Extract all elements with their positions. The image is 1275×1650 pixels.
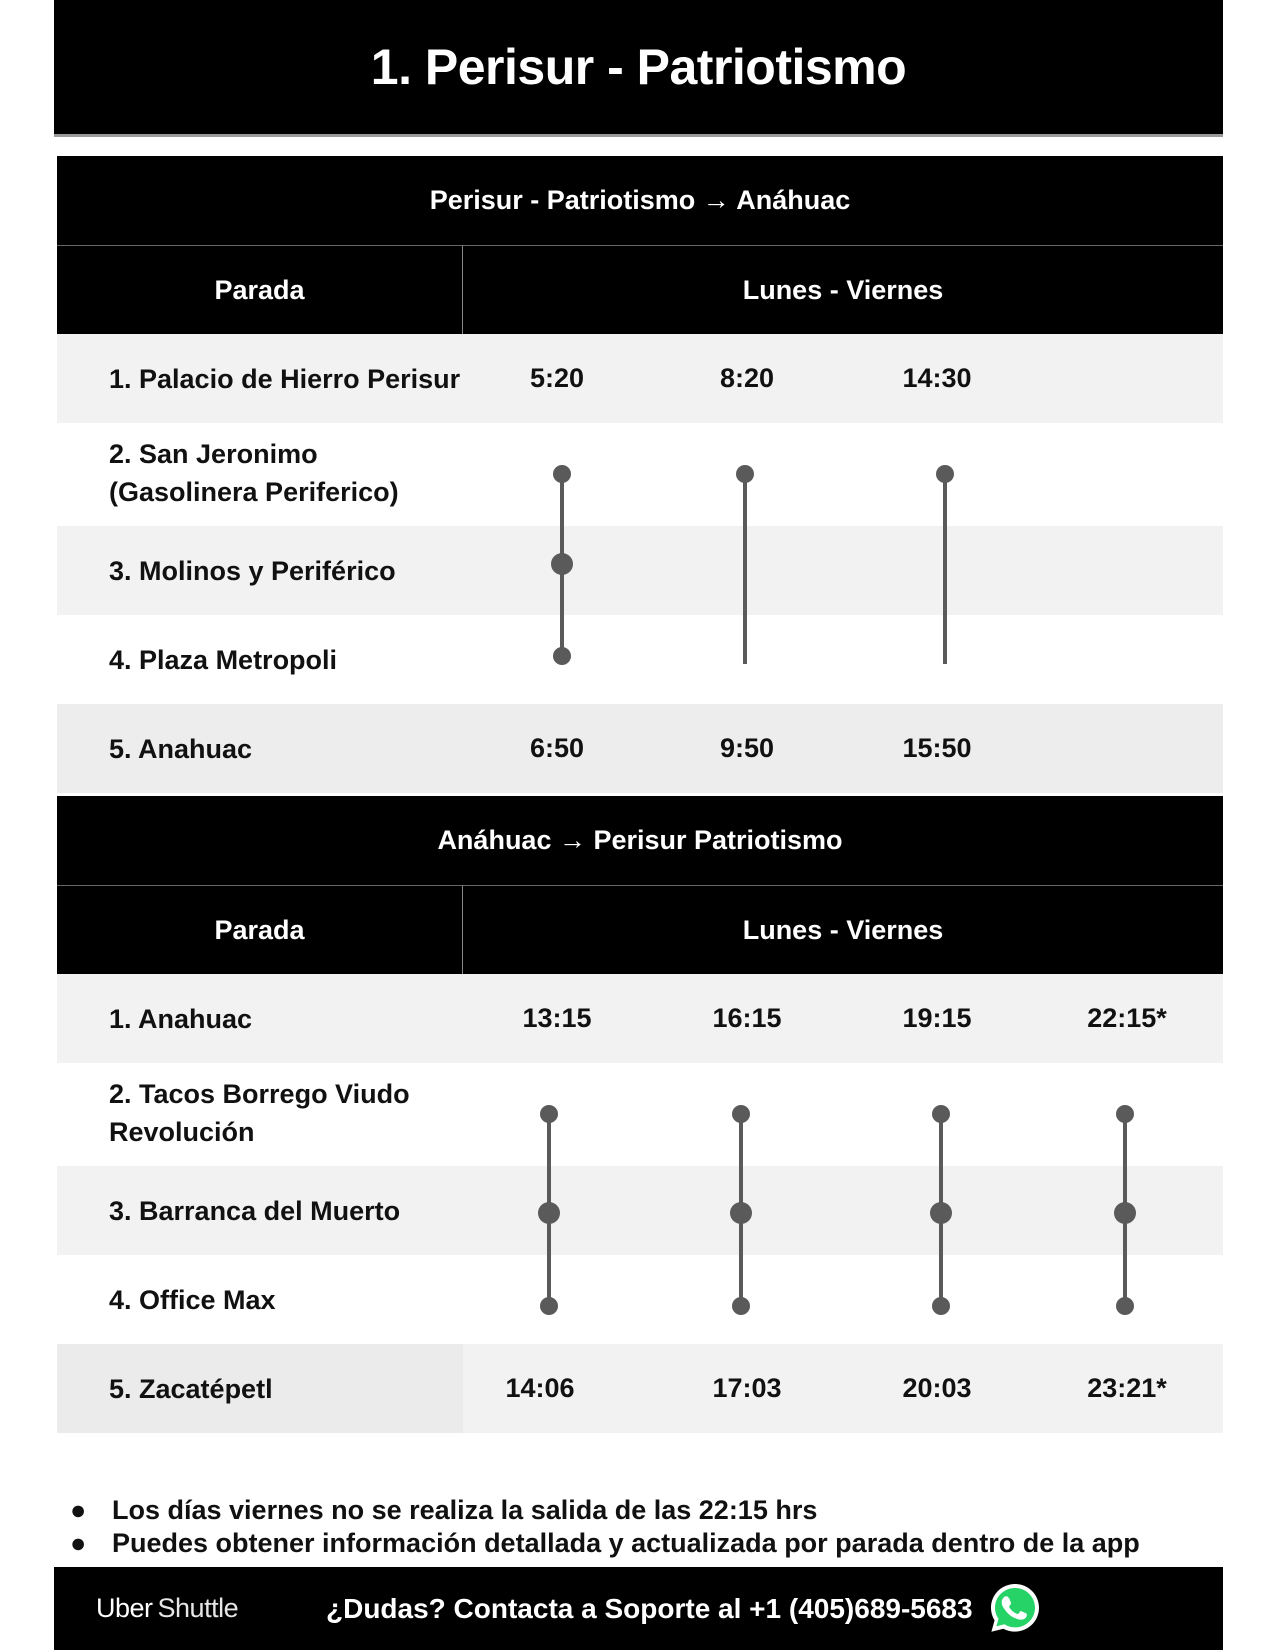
stop-name: 4. Office Max: [109, 1284, 276, 1315]
notes-list: [70, 1494, 1140, 1560]
stop-name: [109, 1075, 410, 1151]
brand-word: Uber: [96, 1593, 153, 1623]
note-text: Los días viernes no se realiza la salida de las 22:15 hrs: [112, 1495, 818, 1525]
arrival-time: 6:50: [529, 733, 585, 763]
bullet: ●: [70, 1528, 87, 1558]
column-header-days: Lunes - Viernes: [463, 885, 1223, 974]
support-contact: ¿Dudas? Contacta a Soporte al +1 (405)689-5683: [326, 1592, 973, 1624]
table-row: [57, 334, 1223, 423]
uber-shuttle-logo: [96, 1567, 238, 1650]
arrival-time: 9:50: [719, 733, 775, 763]
departure-time: 22:15*: [1087, 1003, 1167, 1033]
column-header-row: [57, 245, 1223, 334]
table-row: [57, 1166, 1223, 1255]
departure-time: 16:15: [712, 1003, 782, 1033]
route-heading: Perisur - Patriotismo → Anáhuac: [57, 156, 1223, 245]
column-header-row: [57, 885, 1223, 974]
table-row: [57, 1063, 1223, 1166]
page-title: 1. Perisur - Patriotismo: [54, 0, 1223, 134]
departure-time: 19:15: [902, 1003, 972, 1033]
brand-word: Shuttle: [157, 1593, 239, 1623]
column-header-stop: Parada: [57, 245, 463, 334]
column-header-stop: Parada: [57, 885, 463, 974]
footer-bar: [54, 1567, 1223, 1650]
column-header-days: Lunes - Viernes: [463, 245, 1223, 334]
list-item: [70, 1527, 1140, 1560]
stop-name: [109, 435, 399, 511]
stop-name-line: 2. Tacos Borrego Viudo: [109, 1079, 410, 1109]
stop-name: 3. Barranca del Muerto: [109, 1195, 401, 1226]
bullet: ●: [70, 1495, 87, 1525]
arrival-time: 15:50: [902, 733, 972, 763]
note-text: Puedes obtener información detallada y actualizada por parada dentro de la app: [112, 1528, 1140, 1558]
arrival-time: 14:06: [505, 1373, 575, 1403]
arrival-time: 20:03: [902, 1373, 972, 1403]
departure-time: 14:30: [902, 363, 972, 393]
table-row: [57, 526, 1223, 615]
table-row: [57, 423, 1223, 526]
departure-time: 13:15: [522, 1003, 592, 1033]
stop-name-line: 2. San Jeronimo: [109, 439, 318, 469]
stop-name: 5. Anahuac: [109, 733, 253, 764]
stop-name: 4. Plaza Metropoli: [109, 644, 338, 675]
whatsapp-icon[interactable]: [988, 1581, 1042, 1635]
stop-name: 3. Molinos y Periférico: [109, 555, 396, 586]
stop-name: 1. Anahuac: [109, 1003, 253, 1034]
table-row: [57, 704, 1223, 793]
departure-time: 5:20: [529, 363, 585, 393]
schedule-table-outbound: [57, 156, 1223, 793]
table-row: [57, 615, 1223, 704]
schedule-table-return: [57, 796, 1223, 1433]
table-row: [57, 1255, 1223, 1344]
title-divider: [54, 134, 1223, 137]
arrival-time: 23:21*: [1087, 1373, 1167, 1403]
departure-time: 8:20: [719, 363, 775, 393]
stop-name: 5. Zacatépetl: [109, 1373, 273, 1404]
route-heading: Anáhuac → Perisur Patriotismo: [57, 796, 1223, 885]
arrival-time: 17:03: [712, 1373, 782, 1403]
table-row: [57, 974, 1223, 1063]
list-item: [70, 1494, 1140, 1527]
stop-name-line: (Gasolinera Periferico): [109, 477, 399, 507]
table-row: [57, 1344, 1223, 1433]
stop-name-line: Revolución: [109, 1117, 255, 1147]
stop-name: 1. Palacio de Hierro Perisur: [109, 363, 461, 394]
